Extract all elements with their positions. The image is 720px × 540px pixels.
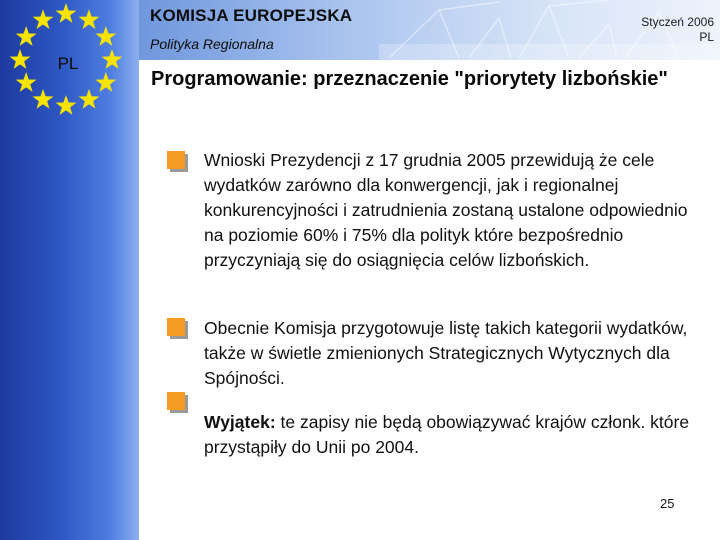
- eu-star-icon: [95, 72, 116, 92]
- eu-star-icon: [102, 49, 123, 69]
- eu-star-icon: [79, 9, 100, 29]
- sidebar-panel: [0, 0, 139, 540]
- eu-star-icon: [56, 95, 77, 115]
- language-code: PL: [699, 30, 714, 44]
- page-number: 25: [660, 496, 675, 511]
- eu-star-icon: [16, 72, 37, 92]
- orange-square-bullet-icon: [167, 151, 187, 171]
- orange-square-bullet-icon: [167, 392, 187, 412]
- header-banner: [139, 0, 720, 60]
- eu-star-icon: [95, 26, 116, 46]
- eu-star-icon: [56, 3, 77, 23]
- flag-label: PL: [57, 54, 79, 73]
- organization-name: KOMISJA EUROPEJSKA: [150, 6, 353, 25]
- orange-square-bullet-icon: [167, 318, 187, 338]
- bullet-item-1: Wnioski Prezydencji z 17 grudnia 2005 przewidują że cele wydatków zarówno dla konwergencji, jak i regionalnej konkurencyjności i zatrudnienia zostaną ustalone odpowiednio na poziomie 60% i 75% dla polityk które bezpośrednio przyczyniają się do osiągnięcia celów lizbońskich.: [204, 150, 688, 270]
- date-block: [641, 15, 714, 45]
- bullet-item-2: Obecnie Komisja przygotowuje listę takich kategorii wydatków, także w świetle zmienionych Strategicznych Wytycznych dla Spójności.: [204, 318, 688, 388]
- eu-star-icon: [79, 89, 100, 109]
- date-label: Styczeń 2006: [641, 15, 714, 29]
- eu-star-icon: [33, 89, 54, 109]
- department-name: Polityka Regionalna: [150, 36, 274, 52]
- bullet-item-3: Wyjątek: te zapisy nie będą obowiązywać krajów członk. które przystąpiły do Unii po 2004.: [204, 412, 690, 457]
- eu-star-icon: [16, 26, 37, 46]
- eu-star-icon: [10, 49, 31, 69]
- exception-label: Wyjątek:: [204, 412, 276, 432]
- eu-star-icon: [33, 9, 54, 29]
- slide-title: Programowanie: przeznaczenie "priorytety lizbońskie": [151, 68, 668, 90]
- eu-flag-icon: [0, 0, 139, 130]
